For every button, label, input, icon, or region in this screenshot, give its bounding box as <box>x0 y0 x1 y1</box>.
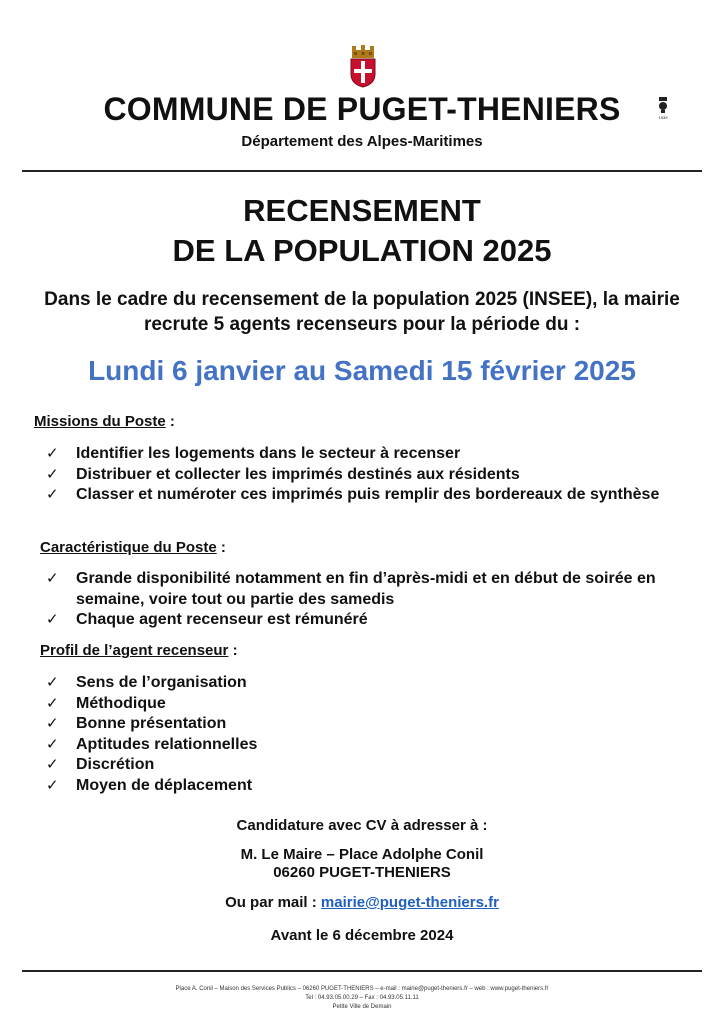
check-icon: ✓ <box>46 735 59 753</box>
medal-badge-icon <box>656 97 670 121</box>
list-item: ✓ Moyen de déplacement <box>44 776 704 797</box>
deadline: Avant le 6 décembre 2024 <box>270 927 454 944</box>
section-title-profile: Profil de l’agent recenseur : <box>40 642 238 659</box>
department-subtitle: Département des Alpes-Maritimes <box>241 133 483 150</box>
mail-prefix: Ou par mail : <box>225 894 321 911</box>
list-item: ✓ Classer et numéroter ces imprimés puis remplir des bordereaux de synthèse <box>44 485 704 506</box>
intro-paragraph: Dans le cadre du recensement de la population 2025 (INSEE), la mairie recrute 5 agents recenseurs pour la période du : <box>44 289 680 335</box>
badge-year: 1939 <box>658 115 668 120</box>
application-intro: Candidature avec CV à adresser à : <box>236 817 488 834</box>
list-item: ✓ Chaque agent recenseur est rémunéré <box>44 610 704 631</box>
heading-line-2: DE LA POPULATION 2025 <box>172 233 552 268</box>
footer-divider <box>22 970 702 972</box>
list-item: ✓ Méthodique <box>44 694 704 715</box>
check-icon: ✓ <box>46 570 59 587</box>
list-item: ✓ Distribuer et collecter les imprimés destinés aux résidents <box>44 465 704 486</box>
check-icon: ✓ <box>46 756 59 773</box>
period-dates: Lundi 6 janvier au Samedi 15 février 2025 <box>88 355 636 386</box>
check-icon: ✓ <box>46 465 59 483</box>
list-item: ✓ Identifier les logements dans le secteur à recenser <box>44 444 704 465</box>
check-icon: ✓ <box>46 611 59 628</box>
list-item: ✓ Grande disponibilité notamment en fin d’après-midi et en début de soirée en semaine, voire tout ou partie des samedis <box>46 570 656 608</box>
mail-line <box>0 894 724 911</box>
address-line-1: M. Le Maire – Place Adolphe Conil <box>240 846 484 863</box>
address-line-2: 06260 PUGET-THENIERS <box>273 864 451 881</box>
characteristics-list <box>44 569 704 631</box>
section-title-missions: Missions du Poste : <box>34 413 175 430</box>
town-crest-logo <box>348 44 378 88</box>
list-item: ✓ Bonne présentation <box>44 714 704 735</box>
section-title-characteristics: Caractéristique du Poste : <box>40 539 226 556</box>
section-title-text: Caractéristique du Poste <box>40 539 217 556</box>
email-link[interactable]: mairie@puget-theniers.fr <box>320 894 499 911</box>
check-icon: ✓ <box>46 715 59 732</box>
footer-line-3: Petite Ville de Demain <box>332 1004 392 1010</box>
footer-line-1: Place A. Conil – Maison des Services Publics – 06260 PUGET-THENIERS – e-mail : mairie@puget-theniers.fr – web : www.puget-theniers.fr <box>175 986 549 992</box>
heading-line-1: RECENSEMENT <box>243 193 481 228</box>
section-title-text: Missions du Poste <box>34 413 166 430</box>
crown-icon <box>352 45 374 58</box>
header-divider <box>22 170 702 172</box>
check-icon: ✓ <box>46 694 59 712</box>
profile-list <box>44 673 704 796</box>
section-title-text: Profil de l’agent recenseur <box>40 642 229 659</box>
missions-list <box>44 444 704 506</box>
check-icon: ✓ <box>46 445 59 462</box>
list-item: ✓ Aptitudes relationnelles <box>44 735 704 756</box>
check-icon: ✓ <box>46 674 59 691</box>
commune-title: COMMUNE DE PUGET-THENIERS <box>103 91 621 127</box>
check-icon: ✓ <box>46 486 59 503</box>
main-heading <box>0 191 724 271</box>
footer-line-2: Tel : 04.93.05.00.29 – Fax : 04.93.05.11.11 <box>305 995 419 1001</box>
list-item: ✓ Sens de l’organisation <box>44 673 704 694</box>
list-item: ✓ Discrétion <box>44 755 704 776</box>
check-icon: ✓ <box>46 776 59 794</box>
